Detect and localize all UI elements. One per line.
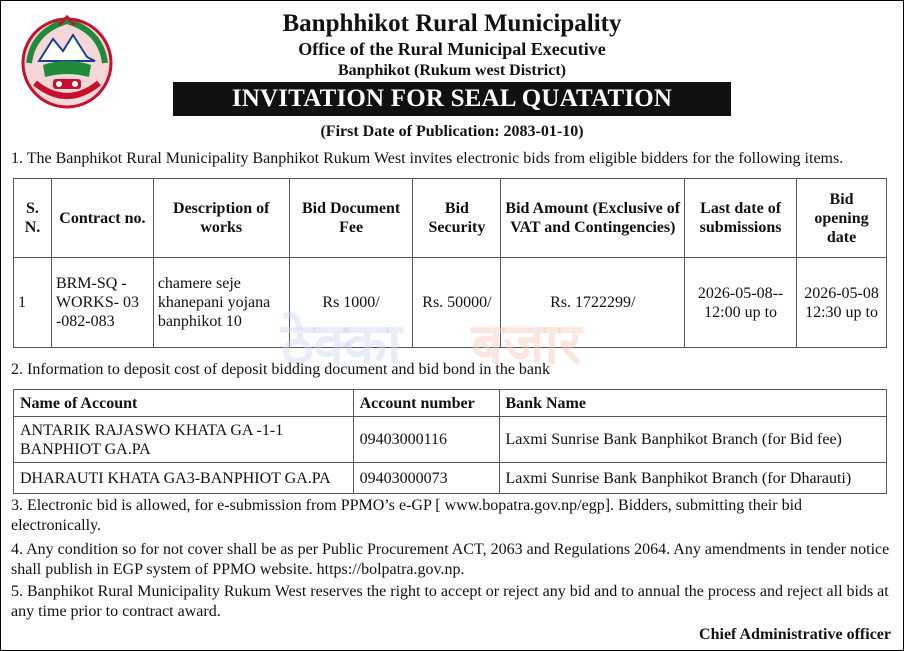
header-bid-document-fee: Bid Document Fee xyxy=(289,179,413,258)
table-row xyxy=(14,258,887,348)
nepal-emblem-icon xyxy=(19,13,115,113)
office-name: Office of the Rural Municipal Executive xyxy=(298,39,606,59)
account-table xyxy=(13,389,887,494)
cell-bid-amount: Rs. 1722299/ xyxy=(501,258,685,348)
header-sn: S. N. xyxy=(14,179,52,258)
cell-bank-name: Laxmi Sunrise Bank Banphikot Branch (for Bid fee) xyxy=(499,417,887,463)
cell-opening-date: 2026-05-08 12:30 up to xyxy=(797,258,887,348)
signatory: Chief Administrative officer xyxy=(699,626,891,643)
header-account-number: Account number xyxy=(353,390,499,417)
cell-account-number: 09403000073 xyxy=(353,463,499,494)
note-e-bid: 3. Electronic bid is allowed, for e-submission from PPMO’s e-GP [ www.bopatra.gov.np/egp]. Bidders, submitting their bid electronically. xyxy=(11,497,803,534)
cell-sn: 1 xyxy=(14,258,52,348)
header-account-name: Name of Account xyxy=(14,390,354,417)
header-contract-no: Contract no. xyxy=(51,179,153,258)
cell-bid-security: Rs. 50000/ xyxy=(413,258,501,348)
bid-table xyxy=(13,178,887,348)
cell-account-name: ANTARIK RAJASWO KHATA GA -1-1 BANPHIOT GA.PA xyxy=(14,417,354,463)
intro-paragraph: 1. The Banphikot Rural Municipality Banphikot Rukum West invites electronic bids from eligible bidders for the following items. xyxy=(11,150,844,167)
header-bank-name: Bank Name xyxy=(499,390,887,417)
cell-last-date: 2026-05-08-- 12:00 up to xyxy=(685,258,797,348)
watermark-secondary-text: बजार xyxy=(471,312,582,377)
cell-bank-name: Laxmi Sunrise Bank Banphikot Branch (for Dharauti) xyxy=(499,463,887,494)
header-description: Description of works xyxy=(153,179,289,258)
cell-account-name: DHARAUTI KHATA GA3-BANPHIOT GA.PA xyxy=(14,463,354,494)
account-table-header-row xyxy=(14,390,887,417)
location: Banphikot (Rukum west District) xyxy=(337,62,566,79)
publication-date: (First Date of Publication: 2083-01-10) xyxy=(320,123,584,140)
cell-account-number: 09403000116 xyxy=(353,417,499,463)
cell-bid-document-fee: Rs 1000/ xyxy=(289,258,413,348)
notice-title-banner: INVITATION FOR SEAL QUATATION xyxy=(173,82,731,116)
header-last-date: Last date of submissions xyxy=(685,179,797,258)
watermark-primary-text: ठेक्का xyxy=(281,312,402,377)
header-bid-security: Bid Security xyxy=(413,179,501,258)
bid-table-header-row xyxy=(14,179,887,258)
cell-description: chamere seje khanepani yojana banphikot 10 xyxy=(153,258,289,348)
cell-contract-no: BRM-SQ - WORKS- 03 -082-083 xyxy=(51,258,153,348)
header-opening-date: Bid opening date xyxy=(797,179,887,258)
municipality-name: Banphhikot Rural Municipality xyxy=(282,10,622,37)
note-conditions: 4. Any condition so for not cover shall be as per Public Procurement ACT, 2063 and Regulations 2064. Any amendments in tender notice shall publish in EGP system of PPMO website. https://bolpatra.gov.np. xyxy=(11,541,890,578)
header-bid-amount: Bid Amount (Exclusive of VAT and Contingencies) xyxy=(501,179,685,258)
deposit-info: 2. Information to deposit cost of deposit bidding document and bid bond in the bank xyxy=(11,361,551,378)
note-rights: 5. Banphikot Rural Municipality Rukum West reserves the right to accept or reject any bid and to annual the process and reject all bids at any time prior to contract award. xyxy=(11,583,889,620)
table-row xyxy=(14,417,887,463)
table-row xyxy=(14,463,887,494)
